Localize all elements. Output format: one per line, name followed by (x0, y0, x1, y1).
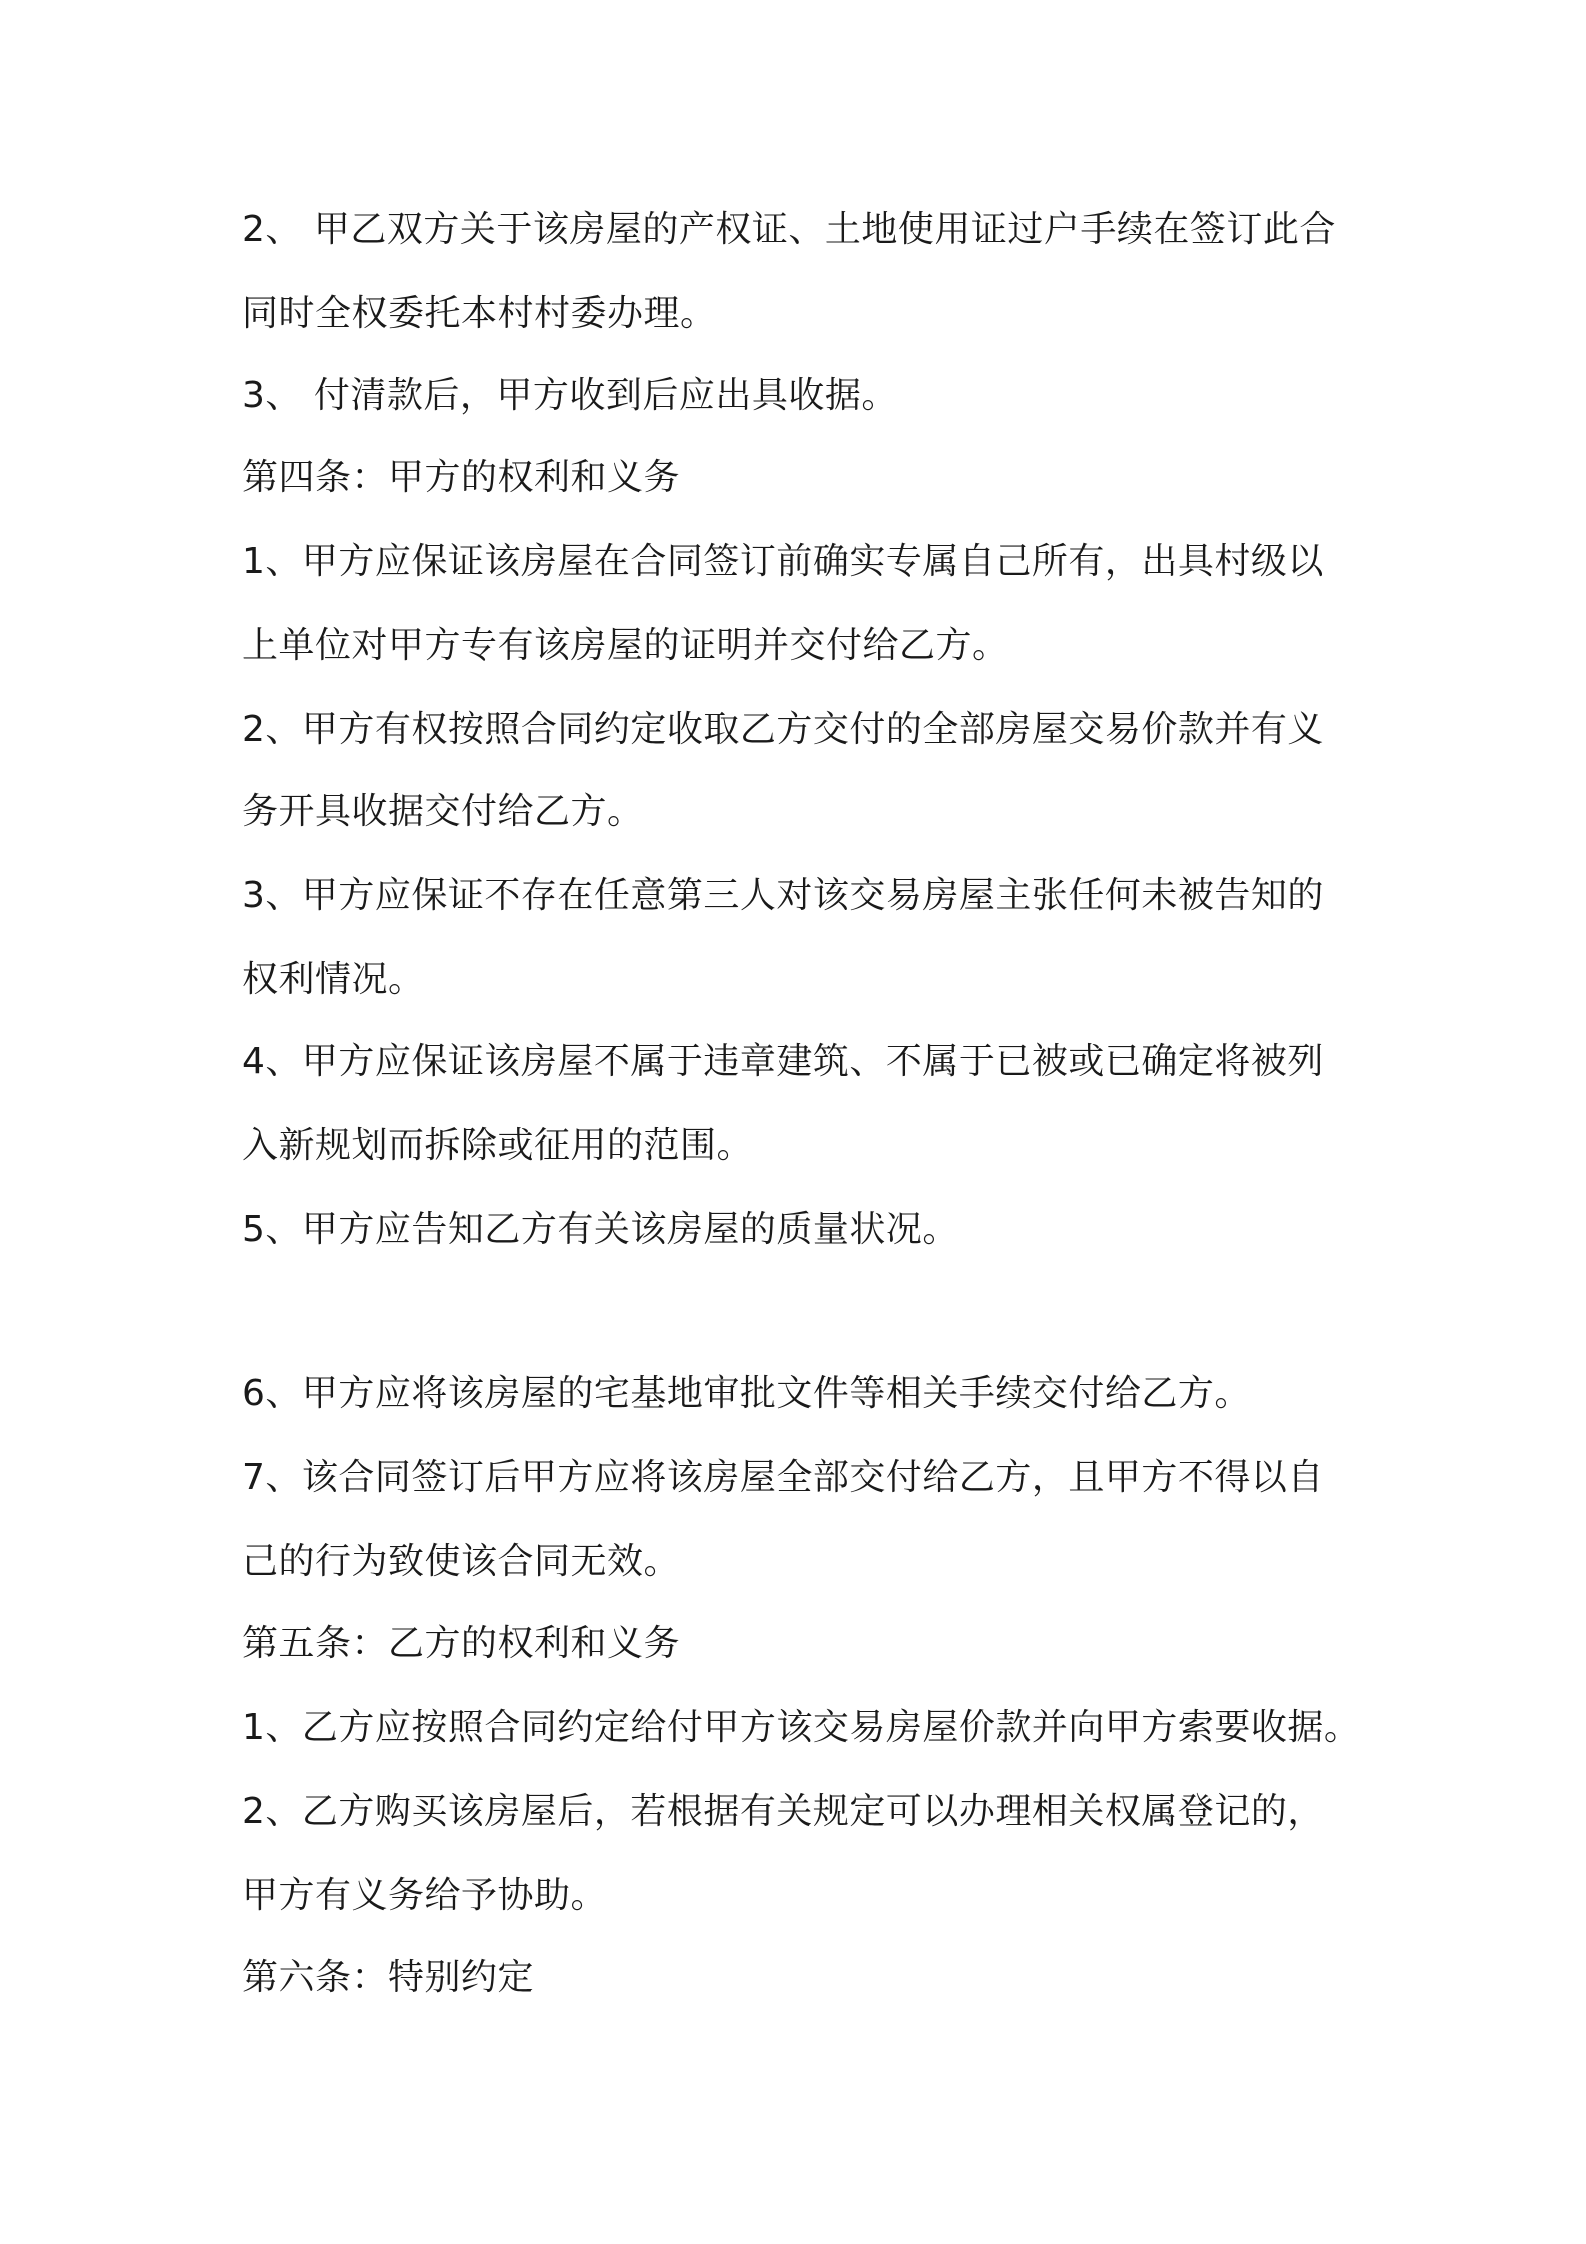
clause-4-item-5: 5、甲方应告知乙方有关该房屋的质量状况。 (242, 1209, 959, 1250)
clause-5-item-1: 1、乙方应按照合同约定给付甲方该交易房屋价款并向甲方索要收据。 (242, 1707, 1361, 1748)
clause-4-item-2-line-2: 务开具收据交付给乙方。 (242, 791, 644, 832)
clause-3-item-2-line-2: 同时全权委托本村村委办理。 (242, 293, 717, 334)
clause-3-item-2-line-1: 2、 甲乙双方关于该房屋的产权证、土地使用证过户手续在签订此合 (242, 209, 1336, 250)
clause-4-item-2-line-1: 2、甲方有权按照合同约定收取乙方交付的全部房屋交易价款并有义 (242, 709, 1324, 750)
clause-4-item-3-line-2: 权利情况。 (242, 959, 425, 1000)
clause-4-item-1-line-1: 1、甲方应保证该房屋在合同签订前确实专属自己所有，出具村级以 (242, 541, 1324, 582)
clause-5-item-2-line-2: 甲方有义务给予协助。 (242, 1875, 608, 1916)
clause-4-heading: 第四条：甲方的权利和义务 (242, 457, 681, 498)
clause-4-item-3-line-1: 3、甲方应保证不存在任意第三人对该交易房屋主张任何未被告知的 (242, 875, 1324, 916)
clause-5-heading: 第五条：乙方的权利和义务 (242, 1623, 681, 1664)
clause-4-item-7-line-1: 7、该合同签订后甲方应将该房屋全部交付给乙方，且甲方不得以自 (242, 1457, 1324, 1498)
clause-6-heading: 第六条：特别约定 (242, 1957, 535, 1998)
clause-4-item-4-line-1: 4、甲方应保证该房屋不属于违章建筑、不属于已被或已确定将被列 (242, 1041, 1324, 1082)
clause-4-item-4-line-2: 入新规划而拆除或征用的范围。 (242, 1125, 754, 1166)
clause-4-item-1-line-2: 上单位对甲方专有该房屋的证明并交付给乙方。 (242, 625, 1009, 666)
clause-3-item-3: 3、 付清款后，甲方收到后应出具收据。 (242, 375, 898, 416)
clause-4-item-6: 6、甲方应将该房屋的宅基地审批文件等相关手续交付给乙方。 (242, 1373, 1251, 1414)
clause-5-item-2-line-1: 2、乙方购买该房屋后，若根据有关规定可以办理相关权属登记的， (242, 1791, 1324, 1832)
clause-4-item-7-line-2: 己的行为致使该合同无效。 (242, 1541, 681, 1582)
